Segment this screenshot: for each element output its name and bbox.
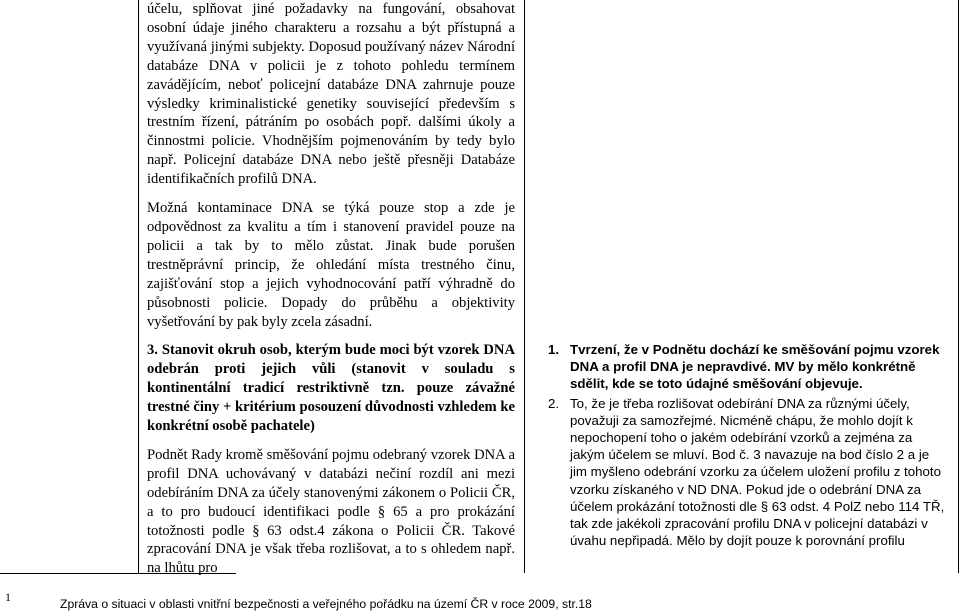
footnote-number: 1 [5, 590, 11, 604]
paragraph-point-3: 3. Stanovit okruh osob, kterým bude moci být vzorek DNA odebrán proti jejich vůli (stanovit v souladu s kontinentální tradicí restriktivně tzn. pouze závažné trestné činy + kritérium posouzení důvodnosti vzhledem ke konkrétní osobě pachatele) [147, 342, 515, 435]
paragraph-contamination: Možná kontaminace DNA se týká pouze stop a zde je odpovědnost za kvalitu a tím i stanovení pravidel pouze na policii a tak by to mělo zůstat. Jinak bude porušen trestněprávní princip, že ohledání místa trestného činu, zajišťování stop a jejich vyhodnocování patří výhradně do působnosti policie. Dopady do průběhu a objektivity vyšetřování by pak byly zcela zásadní. [147, 200, 515, 330]
table-left-border [138, 0, 139, 573]
middle-column [147, 0, 515, 578]
list-item-text: To, že je třeba rozlišovat odebírání DNA za různými účely, považuji za samozřejmé. Nicméně chápu, že mohlo dojít k nepochopení toho o jakém odebírání vzorků a zejména za jakým účelem se mluví. Bod č. 3 navazuje na bod číslo 2 a je jim myšleno odebrání vzorku za účelem uložení profilu z tohoto vzorku získaného v ND DNA. Pokud jde o odebrání DNA za účelem prokázání totožnosti dle § 63 odst. 4 PolZ nebo 114 TŘ, tak zde jakékoli zpracování profilu DNA v policejní databázi v úvahu nepřipadá. Mělo by dojít pouze k porovnání profilu [570, 395, 945, 549]
list-item-number: 1. [548, 342, 560, 357]
list-item-text: Tvrzení, že v Podnětu dochází ke směšování pojmu vzorek DNA a profil DNA je nepravdivé. MV by mělo konkrétně sdělit, kde se toto údajné směšování objevuje. [570, 342, 940, 392]
paragraph-database-naming: účelu, splňovat jiné požadavky na fungování, obsahovat osobní údaje jiného charakteru a rozsahu a být přístupná a využívaná jinými subjekty. Doposud používaný název Národní databáze DNA v policii je z tohoto pohledu termínem zavádějícím, neboť policejní databáze DNA zahrnuje pouze výsledky kriminalistické genetiky související především s trestním řízení, pátráním po osobách popř. dalšími úkoly a činnostmi policie. Vhodnějším pojmenováním by tedy bylo např. Policejní databáze DNA nebo ještě přesněji Databáze identifikačních profilů DNA. [147, 1, 515, 188]
paragraph-council-initiative: Podnět Rady kromě směšování pojmu odebraný vzorek DNA a profil DNA uchovávaný v databázi nečiní rozdíl ani mezi odebíráním DNA za účely stanovenými zákonem o Policii ČR, a to pro budoucí identifikaci podle § 65 a pro prokázání totožnosti podle § 63 odst.4 zákona o Policii ČR. Takové zpracování DNA je však třeba rozlišovat, a to s ohledem např. na lhůtu pro [147, 446, 516, 577]
footnote-text: Zpráva o situaci v oblasti vnitřní bezpečnosti a veřejného pořádku na území ČR v roce 2009, str.18 [60, 597, 592, 611]
list-item [548, 341, 948, 393]
list-item-number: 2. [548, 395, 560, 411]
table-column-divider [524, 0, 525, 573]
right-column [548, 341, 948, 549]
list-item [548, 395, 948, 550]
table-right-border [958, 0, 959, 573]
